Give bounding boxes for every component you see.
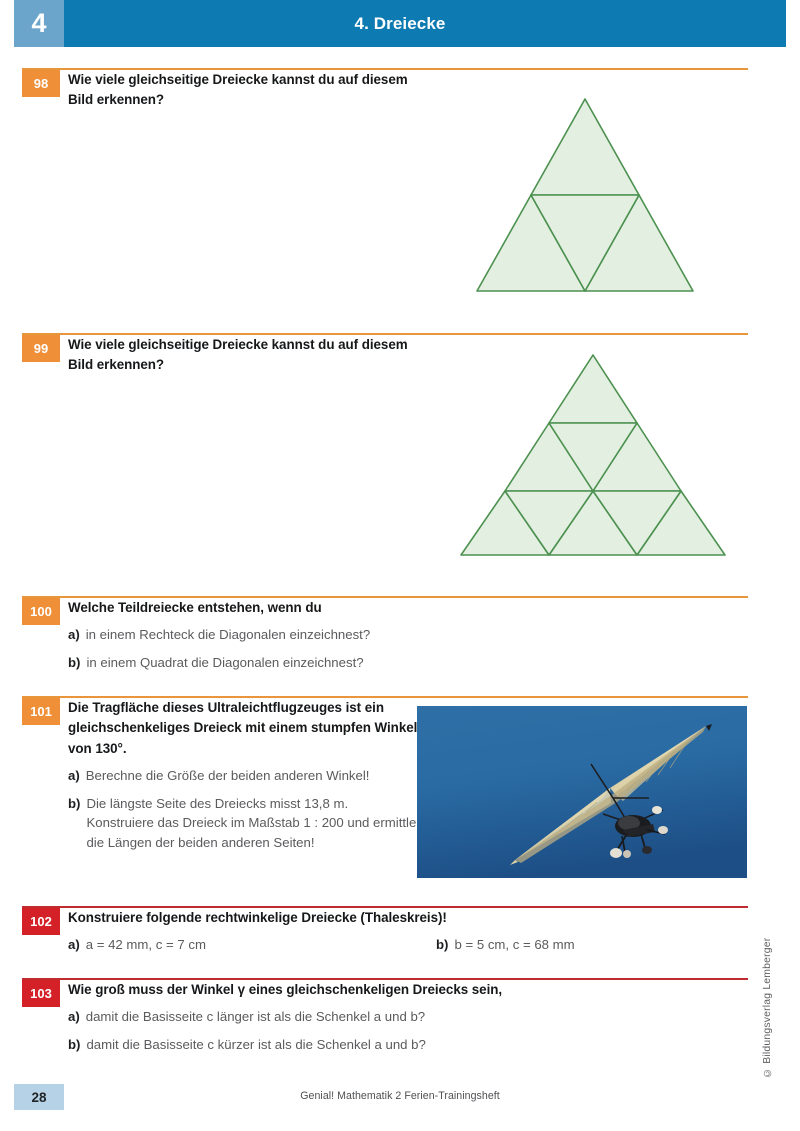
triangle-svg-9 <box>459 351 727 559</box>
subitem-text: a = 42 mm, c = 7 cm <box>85 937 206 953</box>
subitem-text: b = 5 cm, c = 68 mm <box>454 937 575 953</box>
subitem-text: in einem Rechteck die Diagonalen einzeichnest? <box>85 627 371 643</box>
exercise-number-badge: 101 <box>22 698 60 725</box>
photo-svg <box>417 706 747 878</box>
exercise-prompt: Welche Teildreiecke entstehen, wenn du <box>68 600 322 615</box>
exercise-number-badge: 102 <box>22 908 60 935</box>
exercise-number-badge: 103 <box>22 980 60 1007</box>
exercise-subitems <box>68 625 748 672</box>
exercise-number-badge: 99 <box>22 335 60 362</box>
page-number-box: 28 <box>14 1084 64 1110</box>
list-item <box>68 935 436 955</box>
page-title: 4. Dreiecke <box>354 13 446 33</box>
subitem-label: b) <box>68 654 81 670</box>
exercise-prompt: Wie groß muss der Winkel γ eines gleichschenkeligen Dreiecks sein, <box>68 982 503 997</box>
subitem-text: damit die Basisseite c kürzer ist als die Schenkel a und b? <box>86 1036 426 1052</box>
list-item <box>68 653 748 673</box>
subitem-label: a) <box>68 768 80 784</box>
copyright-notice: © Bildungsverlag Lemberger <box>762 937 773 1078</box>
list-item <box>68 1007 748 1027</box>
exercise-prompt: Wie viele gleichseitige Dreiecke kannst du auf diesem Bild erkennen? <box>68 337 408 373</box>
subitem-label: b) <box>68 1036 81 1052</box>
triangle-figure-9-parts <box>459 351 727 564</box>
page-header <box>14 0 786 47</box>
subitem-text: Berechne die Größe der beiden anderen Winkel! <box>85 768 370 784</box>
subitem-label: a) <box>68 1009 80 1025</box>
subitem-label: b) <box>436 937 449 953</box>
subitem-text: Die längste Seite des Dreiecks misst 13,8 m. Konstruiere das Dreieck im Maßstab 1 : 200 und ermittle die Längen der beiden anderen Seiten! <box>86 795 417 850</box>
subitem-label: a) <box>68 937 80 953</box>
subitem-text: damit die Basisseite c länger ist als die Schenkel a und b? <box>85 1009 426 1025</box>
exercise-prompt: Konstruiere folgende rechtwinkelige Dreiecke (Thaleskreis)! <box>68 910 447 925</box>
list-item <box>68 794 418 853</box>
exercise-number-badge: 98 <box>22 70 60 97</box>
subitem-text: in einem Quadrat die Diagonalen einzeichnest? <box>86 654 364 670</box>
triangle-figure-4-parts <box>470 95 700 300</box>
photo-ultralight-trike <box>417 706 747 878</box>
list-item <box>68 766 418 786</box>
subitem-label: b) <box>68 795 81 811</box>
list-item <box>68 625 748 645</box>
chapter-number-box: 4 <box>14 0 64 47</box>
exercise-subitems <box>68 935 708 955</box>
exercise-prompt: Wie viele gleichseitige Dreiecke kannst du auf diesem Bild erkennen? <box>68 72 408 108</box>
exercise-prompt: Die Tragfläche dieses Ultraleichtflugzeuges ist ein gleichschenkeliges Dreieck mit einem stumpfen Winkel von 130°. <box>68 700 418 756</box>
list-item <box>68 1035 748 1055</box>
list-item <box>436 935 708 955</box>
exercise-subitems <box>68 1007 748 1054</box>
footer-title: Genial! Mathematik 2 Ferien-Trainingsheft <box>300 1090 500 1102</box>
triangle-svg-4 <box>470 95 700 295</box>
exercise-subitems <box>68 766 418 852</box>
exercise-number-badge: 100 <box>22 598 60 625</box>
subitem-label: a) <box>68 627 80 643</box>
